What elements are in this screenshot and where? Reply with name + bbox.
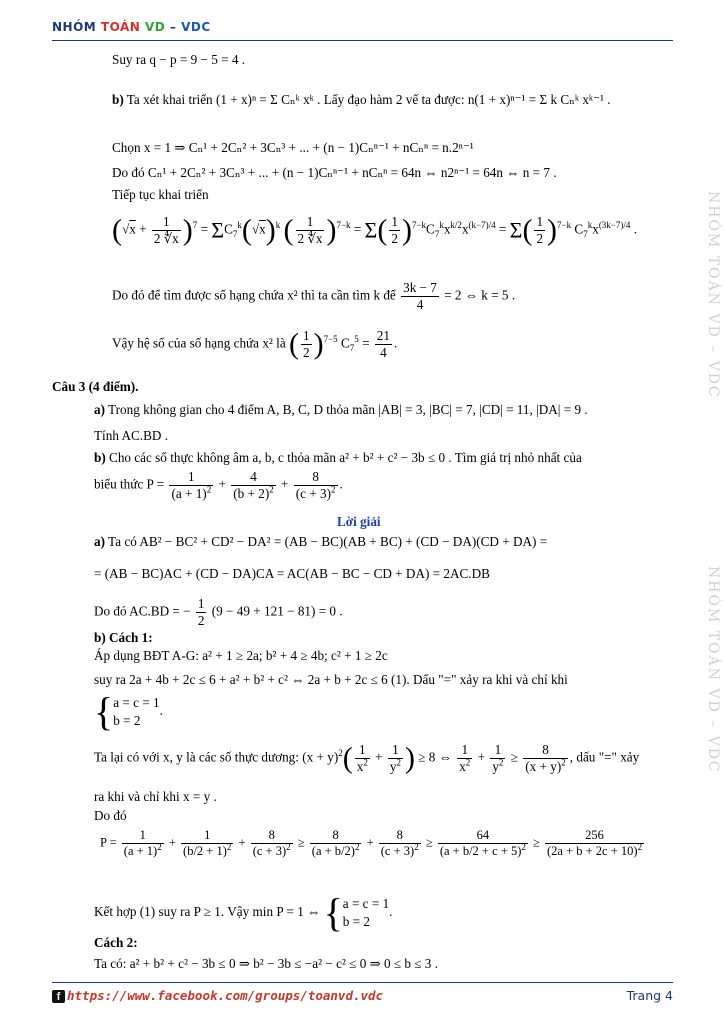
solution-a-line2: = (AB − BC)AC + (CD − DA)CA = AC(AB − BC − CD + DA) = 2AC.DB [94,566,490,581]
solution-a-line3-result: (9 − 49 + 121 − 81) = 0 . [211,603,343,619]
expression-P: biểu thức P = $\frac{1}{(a + 1)^2}$ + $\frac{4}{(b + 2)^2}$ + $\frac{8}{(c + 3)^2}$ . [94,469,343,501]
lemma-equality-cond: ra khi và chỉ khi x = y . [94,789,217,804]
question-3a-text: Trong không gian cho 4 điểm A, B, C, D thỏa mãn |AB| = 3, |BC| = 7, |CD| = 11, |DA| = 9 . [105,402,588,417]
lemma-text: Ta lại có với x, y là các số thực dương: [94,749,299,765]
expression-P-label: biểu thức P = [94,476,165,492]
lemma-equality-text: , dấu "=" xảy [569,749,640,765]
part-b-label: b) [112,92,124,107]
line-find-k-result: = 2 ⇔ k = 5 . [444,287,516,303]
solution-a-line1-text: Ta có AB² − BC² + CD² − DA² = (AB − BC)(AB + BC) + (CD − DA)(CD + DA) = [105,534,548,549]
question-3a-ask: Tính AC.BD . [94,428,169,443]
page-number: Trang 4 [626,988,673,1003]
footer-rule [52,982,673,983]
line-find-k-text: Do đó để tìm được số hạng chứa x² thì ta cần tìm k để [112,287,396,303]
inequality-chain: P = $\frac{1}{(a + 1)^2}$ + $\frac{1}{(b/2 + 1)^2}$ + $\frac{8}{(c + 3)^2}$ ≥ $\frac{8}{(a + b/2)^2}$ + $\frac{8}{(c + 3)^2}$ ≥ $\frac{64}{(a + b/2 + c + 5)^2}$ ≥ $\frac{256}{(2a + b + 2c + 10)^2}$ [100,828,643,858]
footer-link[interactable] [52,988,383,1003]
equality-system-1: {a = c = 1 b = 2. [94,689,163,734]
conclusion-text: Kết hợp (1) suy ra P ≥ 1. Vậy min P = 1 ⇔ [94,904,321,920]
system1-eq2: b = 2 [113,713,141,728]
method-1-derive: suy ra 2a + 4b + 2c ≤ 6 + a² + b² + c² ⇔ 2a + b + 2c ≤ 6 (1). Dấu "=" xảy ra khi và chỉ khi [94,672,568,687]
header-rule [52,40,673,41]
formula-binomial-expansion: (√x + $\frac{1}{2 ∜\overline{x}}$ )$^7 = \Sigma C_7^k(√x)^k$ ( $\frac{1}{2 ∜\overline{x}}$ )$^{7-k}$ = Σ( $\frac{1}{2}$ )$^{7-k}C_7^kx^{k/2}x^{(k-7)/4} = \Sigma$( $\frac{1}{2}$ )$^{7-k}$ $C_7^kx^{(3k-7)/4}$ . [112,213,637,247]
solution-a-line1: a) Ta có AB² − BC² + CD² − DA² = (AB − BC)(AB + BC) + (CD − DA)(CD + DA) = [94,534,548,549]
line-b-text: Ta xét khai triển (1 + x)ⁿ = Σ Cₙᵏ xᵏ . Lấy đạo hàm 2 vế ta được: n(1 + x)ⁿ⁻¹ = Σ k Cₙᵏ xᵏ⁻¹ . [123,92,611,107]
facebook-icon: f [52,990,65,1003]
watermark-bottom: NHÓM TOÁN VD – VDC [705,566,721,774]
do-do-label: Do đó [94,808,127,823]
header-part-toan: TOÁN [100,20,145,34]
conclusion-line: Kết hợp (1) suy ra P ≥ 1. Vậy min P = 1 ⇔ {a = c = 1 b = 2. [94,890,393,935]
header-dash: – [165,20,182,34]
header-title [52,20,211,34]
am-gm-line: Áp dụng BĐT A-G: a² + 1 ≥ 2a; b² + 4 ≥ 4b; c² + 1 ≥ 2c [94,648,388,663]
line-coefficient-text: Vậy hệ số của số hạng chứa x² là [112,335,286,351]
system2-eq2: b = 2 [342,914,371,929]
method-2-line: Ta có: a² + b² + c² − 3b ≤ 0 ⇒ b² − 3b ≤ −a² − c² ≤ 0 ⇒ 0 ≤ b ≤ 3 . [94,956,438,971]
question-3a: a) Trong không gian cho 4 điểm A, B, C, D thỏa mãn |AB| = 3, |BC| = 7, |CD| = 11, |DA| = 9 . [94,402,588,417]
line-b-expansion [112,92,611,109]
question-3b: b) Cho các số thực không âm a, b, c thỏa mãn a² + b² + c² − 3b ≤ 0 . Tìm giá trị nhỏ nhất của [94,450,582,465]
header-part-vd: VD [144,20,166,34]
question-3b-text: Cho các số thực không âm a, b, c thỏa mãn a² + b² + c² − 3b ≤ 0 . Tìm giá trị nhỏ nhất của [105,450,582,465]
line-chon-x: Chọn x = 1 ⇒ Cₙ¹ + 2Cₙ² + 3Cₙ³ + ... + (n − 1)Cₙⁿ⁻¹ + nCₙⁿ = n.2ⁿ⁻¹ [112,140,474,155]
footer-url[interactable]: https://www.facebook.com/groups/toanvd.vdc [67,988,384,1003]
line-coefficient: Vậy hệ số của số hạng chứa x² là ( $\frac{1}{2}$ )$^{7-5}$ $C_7^5$ = $\frac{21}{4}$ . [112,327,398,361]
solution-a-line3: Do đó AC.BD = − $\frac{1}{2}$ (9 − 49 + 121 − 81) = 0 . [94,596,343,628]
method-2-heading: Cách 2: [94,935,138,950]
system1-eq1: a = c = 1 [113,695,160,711]
header-part-nhom: NHÓM [52,20,101,34]
lemma-line: Ta lại có với x, y là các số thực dương: $(x + y)^2$( $\frac{1}{x^2}$ + $\frac{1}{y^2}$ ) ≥ 8 ⇔ $\frac{1}{x^2}$ + $\frac{1}{y^2}$ ≥ $\frac{8}{(x + y)^2}$ , dấu "=" xảy [94,741,640,775]
solution-heading: Lời giải [337,514,381,529]
question-3-title: Câu 3 (4 điểm). [52,379,139,394]
line-tiep-tuc: Tiếp tục khai triển [112,187,209,202]
line-find-k: Do đó để tìm được số hạng chứa x² thì ta cần tìm k để $\frac{3k - 7}{4}$ = 2 ⇔ k = 5 . [112,280,516,312]
header-part-vdc: VDC [181,20,211,34]
watermark-top: NHÓM TOÁN VD – VDC [705,191,721,399]
method-1-heading: b) Cách 1: [94,630,153,645]
solution-a-line3-text: Do đó AC.BD = − [94,603,191,619]
system2-eq1: a = c = 1 [342,896,390,912]
line-suy-ra: Suy ra q − p = 9 − 5 = 4 . [112,52,246,67]
line-do-do-n7: Do đó Cₙ¹ + 2Cₙ² + 3Cₙ³ + ... + (n − 1)Cₙⁿ⁻¹ + nCₙⁿ = 64n ⇔ n2ⁿ⁻¹ = 64n ⇔ n = 7 . [112,165,557,180]
